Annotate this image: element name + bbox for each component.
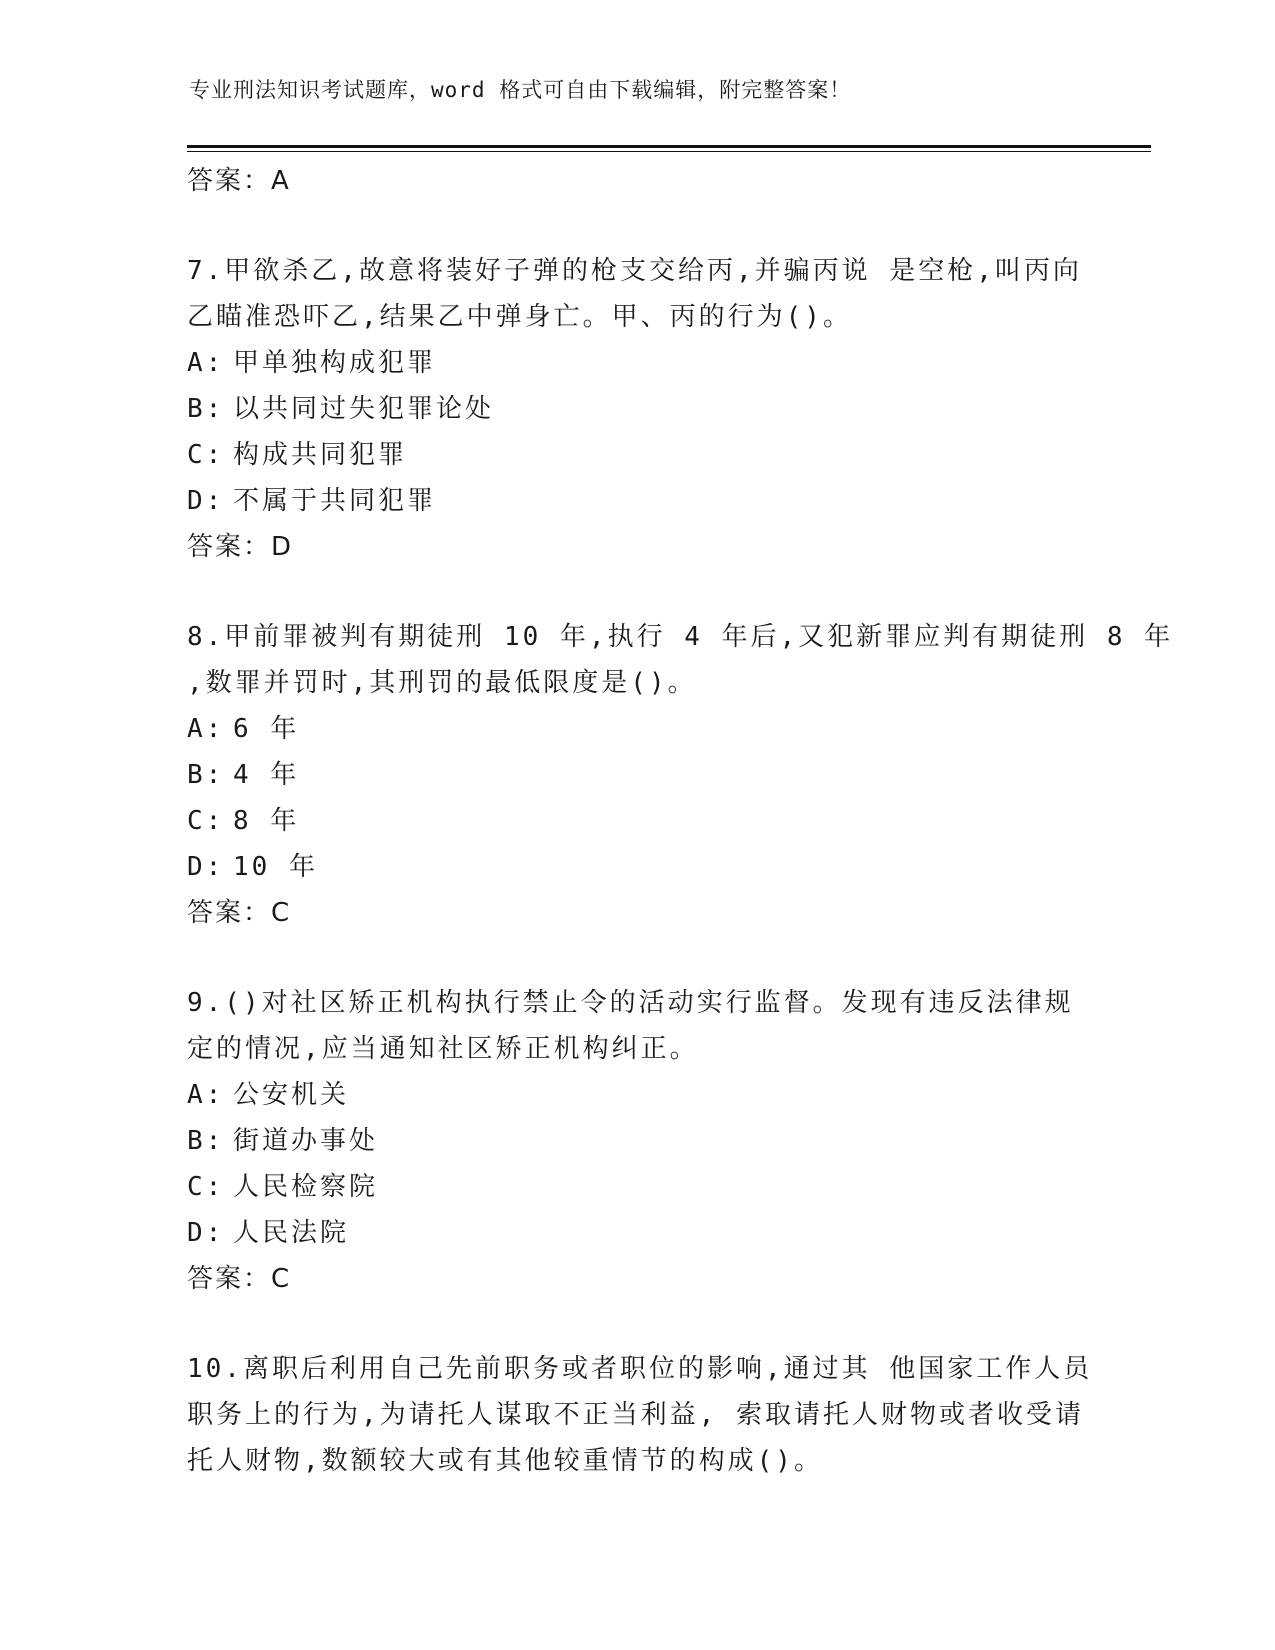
option-c <box>187 1164 1087 1210</box>
question-stem-line: 托人财物,数额较大或有其他较重情节的构成()。 <box>187 1446 823 1476</box>
question-stem-line: 7.甲欲杀乙,故意将装好子弹的枪支交给丙,并骗丙说 是空枪,叫丙向 <box>187 256 1082 286</box>
option-key: A: <box>187 348 225 378</box>
question-7 <box>187 248 1087 524</box>
option-b <box>187 1118 1087 1164</box>
question-stem-line: 乙瞄准恐吓乙,结果乙中弹身亡。甲、丙的行为()。 <box>187 302 852 332</box>
option-text: 10 年 <box>233 852 318 882</box>
option-key: D: <box>187 1218 225 1248</box>
question-gap <box>187 204 1087 248</box>
option-key: B: <box>187 760 225 790</box>
option-c <box>187 798 1087 844</box>
option-text: 人民检察院 <box>233 1172 379 1202</box>
option-c <box>187 432 1087 478</box>
question-stem-line: ,数罪并罚时,其刑罚的最低限度是()。 <box>187 668 697 698</box>
question-8 <box>187 614 1174 890</box>
answer-label: 答案： <box>187 1264 272 1294</box>
question-stem-line: 职务上的行为,为请托人谋取不正当利益, 索取请托人财物或者收受请 <box>187 1400 1084 1430</box>
option-key: C: <box>187 440 225 470</box>
answer-line <box>187 158 1087 204</box>
option-b <box>187 386 1087 432</box>
question-stem-line: 8.甲前罪被判有期徒刑 10 年,执行 4 年后,又犯新罪应判有期徒刑 8 年 <box>187 622 1174 652</box>
answer-label: 答案： <box>187 898 272 928</box>
option-text: 不属于共同犯罪 <box>233 486 437 516</box>
option-text: 构成共同犯罪 <box>233 440 408 470</box>
header-rule-thick <box>187 145 1151 148</box>
option-text: 4 年 <box>233 760 300 790</box>
question-stem-line: 9.()对社区矫正机构执行禁止令的活动实行监督。发现有违反法律规 <box>187 988 1074 1018</box>
option-a <box>187 1072 1087 1118</box>
option-a <box>187 340 1087 386</box>
option-key: C: <box>187 806 225 836</box>
question-gap <box>187 936 1087 980</box>
question-gap <box>187 570 1087 614</box>
question-stem-line: 10.离职后利用自己先前职务或者职位的影响,通过其 他国家工作人员 <box>187 1354 1093 1384</box>
answer-line <box>187 524 1087 570</box>
question-gap <box>187 1302 1087 1346</box>
question-stem-line: 定的情况,应当通知社区矫正机构纠正。 <box>187 1034 699 1064</box>
header-rule-thin <box>187 151 1151 152</box>
option-text: 6 年 <box>233 714 300 744</box>
answer-value: C <box>271 898 290 928</box>
option-a <box>187 706 1087 752</box>
answer-label: 答案： <box>187 166 272 196</box>
option-text: 甲单独构成犯罪 <box>233 348 437 378</box>
option-key: D: <box>187 486 225 516</box>
option-key: A: <box>187 1080 225 1110</box>
page-header: 专业刑法知识考试题库，word 格式可自由下载编辑，附完整答案！ <box>189 78 852 102</box>
option-d <box>187 478 1087 524</box>
option-d <box>187 844 1087 890</box>
option-d <box>187 1210 1087 1256</box>
option-text: 8 年 <box>233 806 300 836</box>
option-key: C: <box>187 1172 225 1202</box>
option-key: D: <box>187 852 225 882</box>
option-key: B: <box>187 394 225 424</box>
answer-value: A <box>271 166 289 196</box>
answer-label: 答案： <box>187 532 272 562</box>
option-b <box>187 752 1087 798</box>
option-text: 以共同过失犯罪论处 <box>233 394 495 424</box>
option-key: A: <box>187 714 225 744</box>
question-9 <box>187 980 1087 1256</box>
answer-value: D <box>271 532 292 562</box>
answer-line <box>187 1256 1087 1302</box>
option-text: 公安机关 <box>233 1080 350 1110</box>
option-text: 人民法院 <box>233 1218 350 1248</box>
question-list <box>187 158 1174 1484</box>
answer-line <box>187 890 1087 936</box>
option-key: B: <box>187 1126 225 1156</box>
question-10 <box>187 1346 1093 1484</box>
option-text: 街道办事处 <box>233 1126 379 1156</box>
answer-value: C <box>271 1264 290 1294</box>
